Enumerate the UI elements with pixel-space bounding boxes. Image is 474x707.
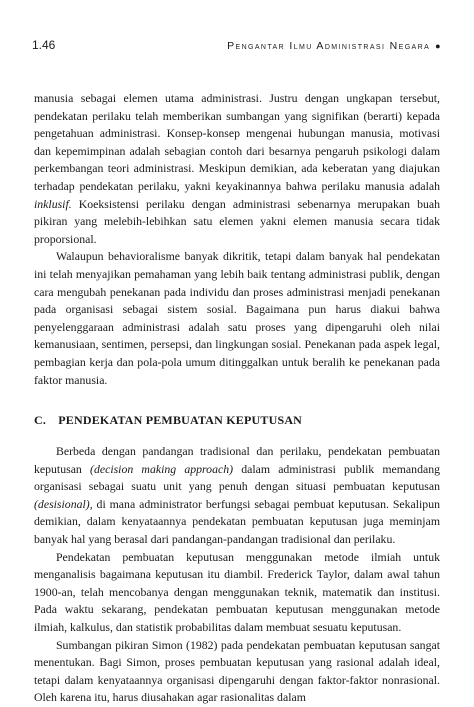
section-heading: C. PENDEKATAN PEMBUATAN KEPUTUSAN xyxy=(34,413,303,428)
paragraph-section-3: Sumbangan pikiran Simon (1982) pada pendekatan pembuatan keputusan sangat menentukan. Bagi Simon, proses pembuatan keputusan yang rasional adalah ideal, tetapi dalam kenyataannya organisasi dipengaruhi dengan faktor-faktor nonrasional. Oleh karena itu, harus diusahakan agar rasionalitas dalam xyxy=(34,637,440,705)
paragraph-section-1 xyxy=(34,443,440,549)
paragraph-text: manusia sebagai elemen utama administrasi. Justru dengan ungkapan tersebut, pendekatan perilaku telah memberikan sumbangan yang signifikan (berarti) kepada pengetahuan administrasi. Konsep-konsep mengenai hubungan manusia, motivasi dan kepemimpinan adalah sebagian contoh dari besarnya pengaruh psikologi dalam perkembangan teori administrasi. Meskipun demikian, ada keberatan yang diajukan terhadap pendekatan perilaku, yakni keyakinannya bahwa perilaku manusia adalah xyxy=(34,91,440,193)
paragraph-intro-1 xyxy=(34,90,440,248)
paragraph-intro-2: Walaupun behavioralisme banyak dikritik, tetapi dalam banyak hal pendekatan ini telah menyajikan pemahaman yang lebih baik tentang administrasi publik, dengan cara mengubah penekanan pada individu dan proses administrasi menjadi penekanan pada organisasi sebagai sistem sosial. Bagaimana pun harus diakui bahwa penyelenggaraan administrasi adalah satu proses yang dipengaruhi oleh nilai kemanusiaan, sentimen, persepsi, dan lingkungan sosial. Penekanan pada aspek legal, pembagian kerja dan pola-pola umum ditinggalkan untuk beralih ke penekanan pada faktor manusia. xyxy=(34,249,440,387)
italic-term-inklusif: inklusif. xyxy=(34,196,72,211)
page-number: 1.46 xyxy=(32,38,56,52)
book-title-header xyxy=(227,40,442,52)
italic-term-decision-making: (decision making approach) xyxy=(90,461,234,476)
paragraph-text: Koeksistensi perilaku dengan administrasi sebenarnya merupakan buah pikiran yang melebih-lebihkan satu elemen yakni elemen manusia secara tidak proporsional. xyxy=(34,196,440,246)
page-body xyxy=(34,90,440,707)
running-header xyxy=(32,38,442,52)
bullet-icon: ● xyxy=(435,41,442,51)
paragraph-text: di mana administrator berfungsi sebagai pembuat keputusan. Sekalipun demikian, dalam kenyataannya pendekatan pembuatan keputusan juga meminjam banyak hal yang berasal dari pandangan-pandangan tradisional dan perilaku. xyxy=(34,496,440,547)
paragraph-section-2: Pendekatan pembuatan keputusan menggunakan metode ilmiah untuk menganalisis bagaimana keputusan itu diambil. Frederick Taylor, dalam awal tahun 1900-an, telah mencobanya dengan menggunakan teknik, matematik dan institusi. Pada waktu sekarang, pendekatan pembuatan keputusan menggunakan metode ilmiah, kalkulus, dan statistik probabilitas dalam membuat sesuatu keputusan. xyxy=(34,549,440,635)
paragraph-text: dalam administrasi publik memandang organisasi sebagai suatu unit yang penuh dengan situasi pembuatan keputusan xyxy=(34,461,440,494)
paragraph-text: Berbeda dengan pandangan tradisional dan perilaku, pendekatan pembuatan keputusan xyxy=(34,444,440,476)
book-title-text: Pengantar Ilmu Administrasi Negara xyxy=(227,40,431,52)
italic-term-desisional: (desisional), xyxy=(34,496,93,511)
